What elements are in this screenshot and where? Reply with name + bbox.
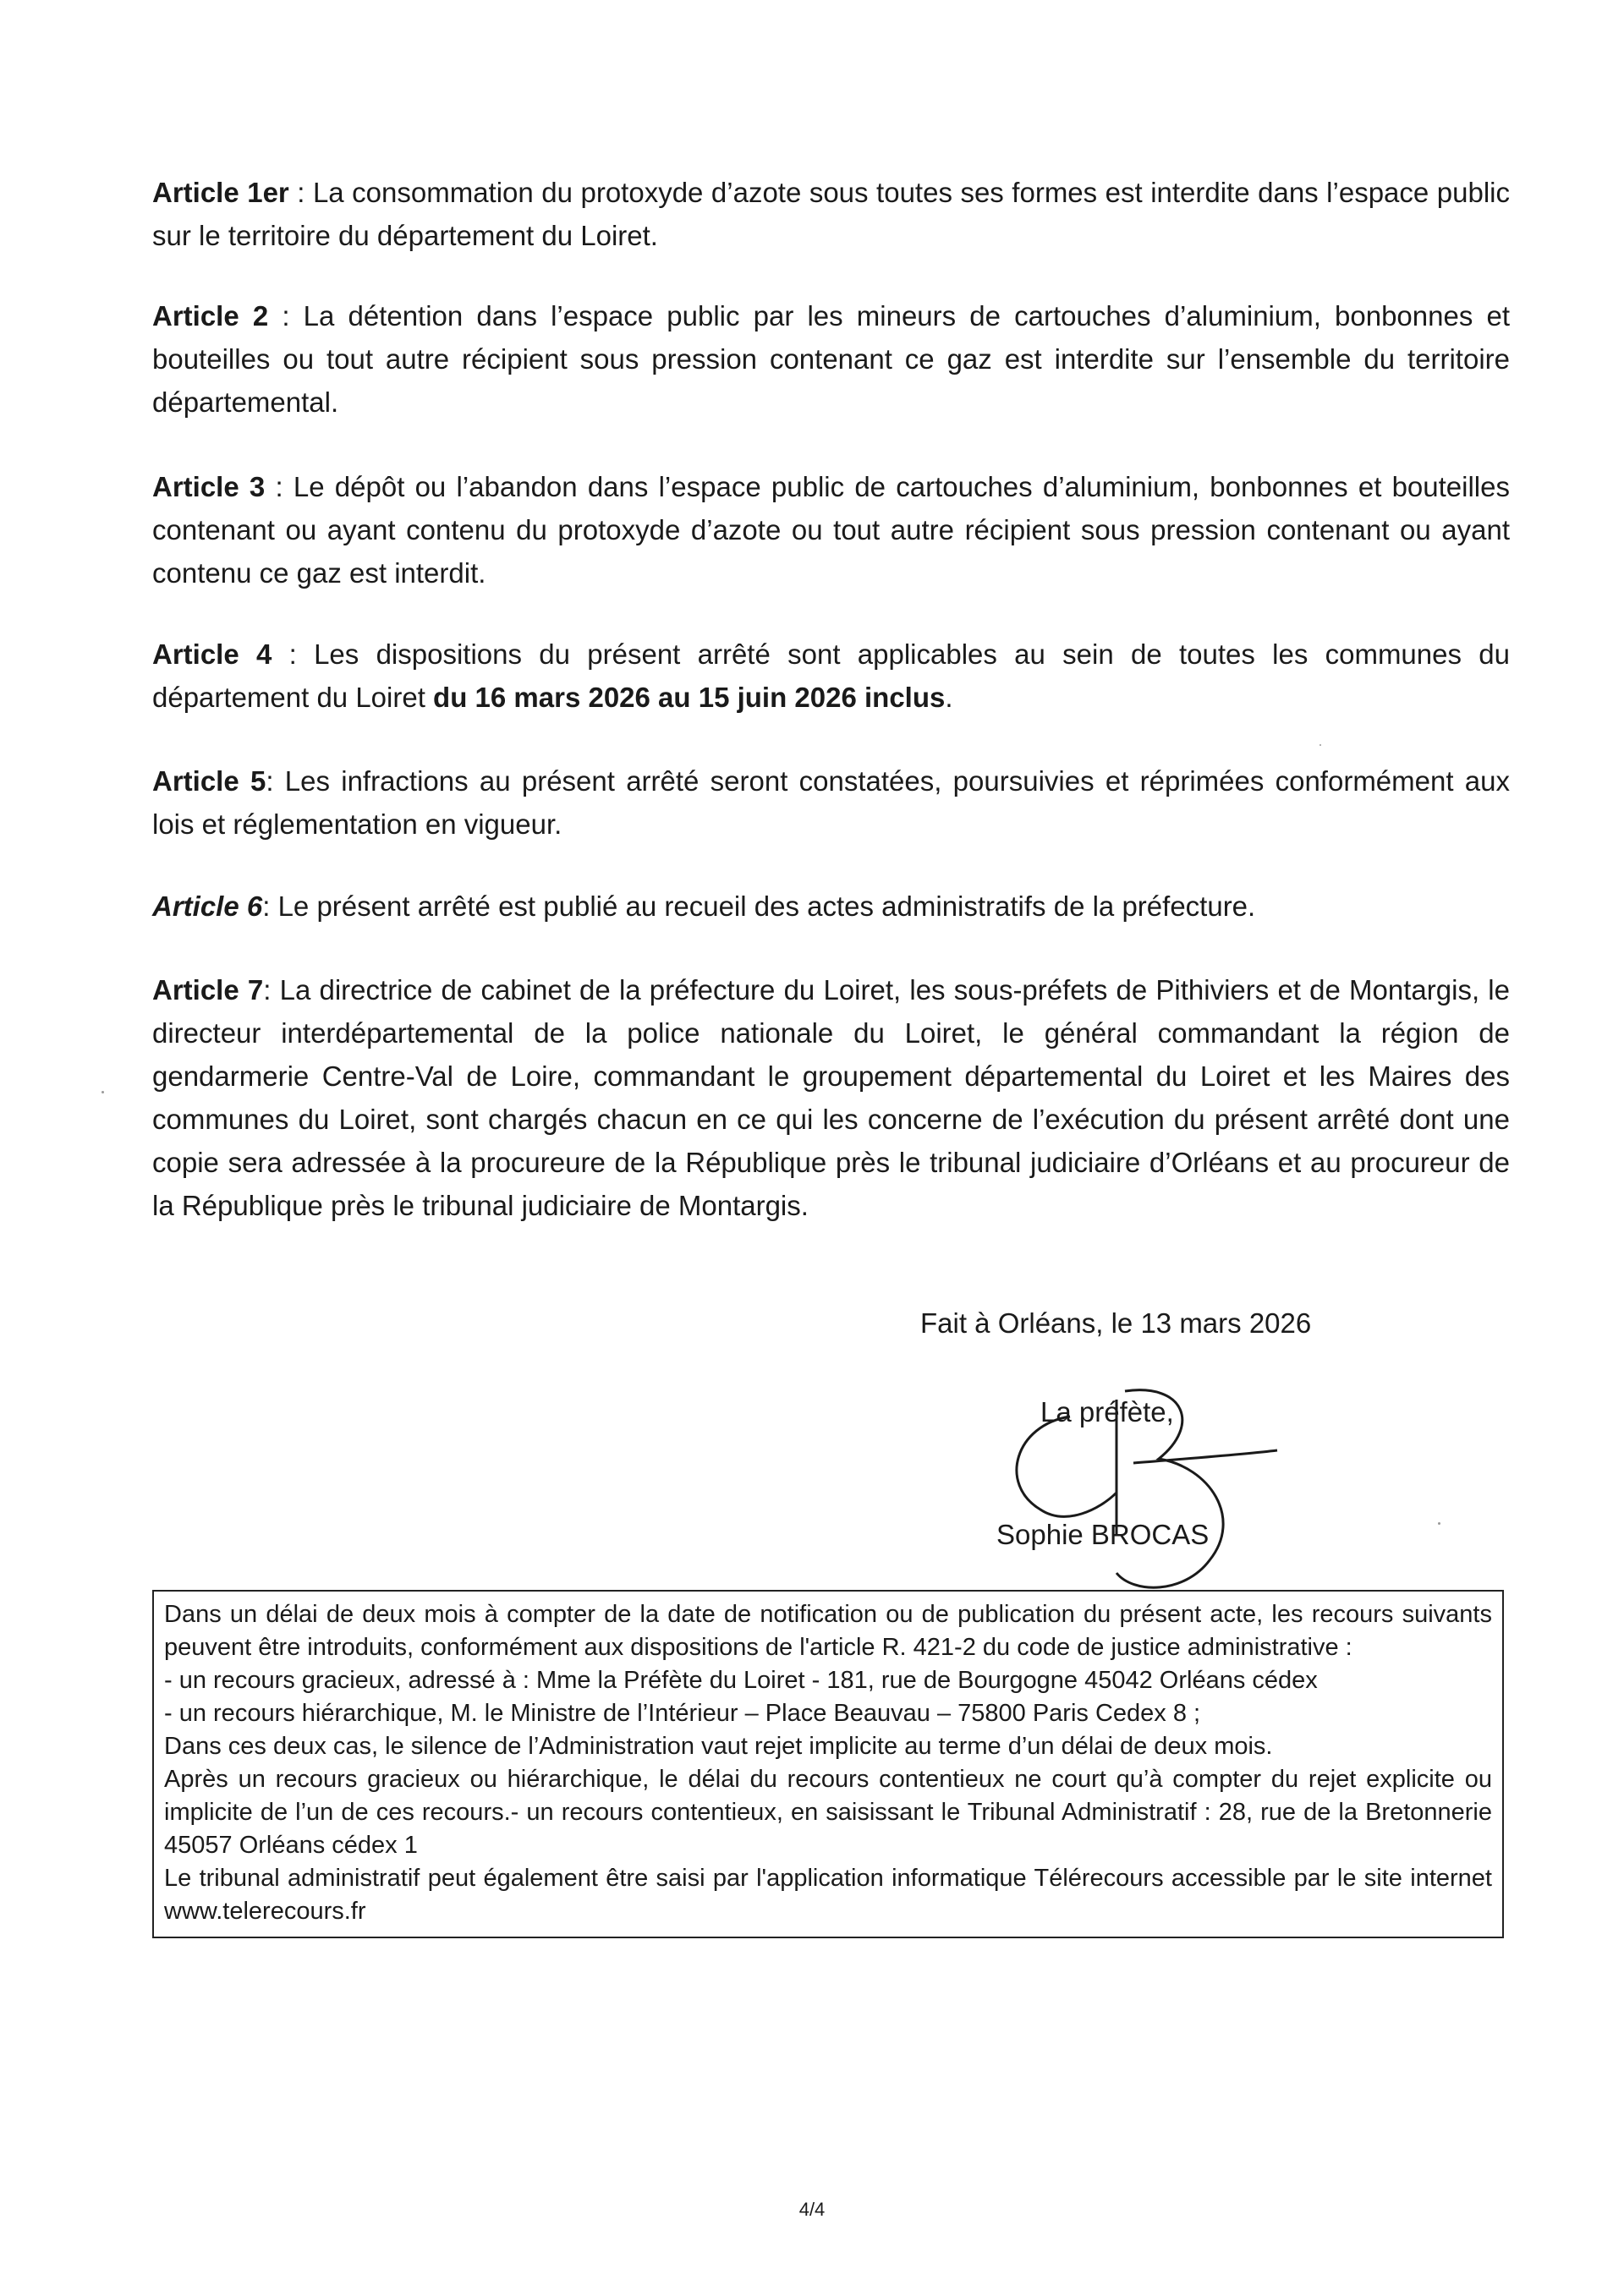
place-date: Fait à Orléans, le 13 mars 2026 <box>920 1307 1312 1339</box>
scan-speck <box>1320 744 1321 746</box>
signatory-title: La préfète, <box>1040 1396 1174 1427</box>
article-5-text: Les infractions au présent arrêté seront constatées, poursuivies et réprimées conformément aux lois et réglementation en vigueur. <box>152 765 1510 840</box>
recourse-hierarchique: - un recours hiérarchique, M. le Ministre de l’Intérieur – Place Beauvau – 75800 Paris Cedex 8 ; <box>164 1700 1201 1727</box>
recourse-notice-box <box>152 1590 1504 1938</box>
recourse-gracieux: - un recours gracieux, adressé à : Mme la Préfète du Loiret - 181, rue de Bourgogne 45042 Orléans cédex <box>164 1667 1318 1694</box>
article-6: Article 6: Le présent arrêté est publié au recueil des actes administratifs de la préfecture. <box>152 890 1256 922</box>
article-1: Article 1er : La consommation du protoxyde d’azote sous toutes ses formes est interdite dans l’espace public sur le territoire du département du Loiret. <box>152 177 1510 251</box>
article-7-label: Article 7 <box>152 974 264 1006</box>
article-3: Article 3 : Le dépôt ou l’abandon dans l’espace public de cartouches d’aluminium, bonbonnes et bouteilles contenant ou ayant contenu du protoxyde d’azote ou tout autre récipient sous pression contenant ou ayant contenu ce gaz est interdit. <box>152 471 1510 589</box>
recourse-silence: Dans ces deux cas, le silence de l’Administration vaut rejet implicite au terme d’un délai de deux mois. <box>164 1733 1273 1760</box>
article-4-dates: du 16 mars 2026 au 15 juin 2026 inclus <box>433 682 946 713</box>
scan-speck <box>1438 1522 1440 1525</box>
article-5-label: Article 5 <box>152 765 266 797</box>
recourse-intro: Dans un délai de deux mois à compter de la date de notification ou de publication du présent acte, les recours suivants peuvent être introduits, conformément aux dispositions de l'article R. 421-2 du code de justice administrative : <box>164 1601 1492 1661</box>
signatory-name: Sophie BROCAS <box>996 1519 1210 1550</box>
article-1-label: Article 1er <box>152 177 289 208</box>
article-5: Article 5: Les infractions au présent arrêté seront constatées, poursuivies et réprimées conformément aux lois et réglementation en vigueur. <box>152 765 1510 840</box>
article-7-text: La directrice de cabinet de la préfecture du Loiret, les sous-préfets de Pithiviers et de Montargis, le directeur interdépartemental de la police nationale du Loiret, le général commandant la région de gendarmerie Centre-Val de Loire, commandant le groupement départemental du Loiret et les Maires des communes du Loiret, sont chargés chacun en ce qui les concerne de l’exécution du présent arrêté dont une copie sera adressée à la procureure de la République près le tribunal judiciaire d’Orléans et au procureur de la République près le tribunal judiciaire de Montargis. <box>152 974 1510 1221</box>
article-4: Article 4 : Les dispositions du présent arrêté sont applicables au sein de toutes les communes du département du Loiret du 16 mars 2026 au 15 juin 2026 inclus. <box>152 638 1510 713</box>
recourse-telerecours: Le tribunal administratif peut également être saisi par l'application informatique Télérecours accessible par le site internet www.telerecours.fr <box>164 1865 1492 1925</box>
article-6-text: Le présent arrêté est publié au recueil des actes administratifs de la préfecture. <box>277 890 1256 922</box>
article-2: Article 2 : La détention dans l’espace public par les mineurs de cartouches d’aluminium, bonbonnes et bouteilles ou tout autre récipient sous pression contenant ce gaz est interdite sur l’ensemble du territoire départemental. <box>152 300 1510 418</box>
article-3-label: Article 3 <box>152 471 266 502</box>
article-3-text: Le dépôt ou l’abandon dans l’espace public de cartouches d’aluminium, bonbonnes et bouteilles contenant ou ayant contenu du protoxyde d’azote ou tout autre récipient sous pression contenant ou ayant contenu ce gaz est interdit. <box>152 471 1510 589</box>
article-7: Article 7: La directrice de cabinet de la préfecture du Loiret, les sous-préfets de Pithiviers et de Montargis, le directeur interdépartemental de la police nationale du Loiret, le général commandant la région de gendarmerie Centre-Val de Loire, commandant le groupement départemental du Loiret et les Maires des communes du Loiret, sont chargés chacun en ce qui les concerne de l’exécution du présent arrêté dont une copie sera adressée à la procureure de la République près le tribunal judiciaire d’Orléans et au procureur de la République près le tribunal judiciaire de Montargis. <box>152 974 1510 1221</box>
scan-speck <box>102 1091 104 1093</box>
recourse-contentieux: Après un recours gracieux ou hiérarchique, le délai du recours contentieux ne court qu’à compter du rejet explicite ou implicite de l’un de ces recours.- un recours contentieux, en saisissant le Tribunal Administratif : 28, rue de la Bretonnerie 45057 Orléans cédex 1 <box>164 1766 1492 1859</box>
article-2-text: La détention dans l’espace public par les mineurs de cartouches d’aluminium, bonbonnes et bouteilles ou tout autre récipient sous pression contenant ce gaz est interdite sur l’ensemble du territoire départemental. <box>152 300 1510 418</box>
article-1-text: La consommation du protoxyde d’azote sous toutes ses formes est interdite dans l’espace public sur le territoire du département du Loiret. <box>152 177 1510 251</box>
article-2-label: Article 2 <box>152 300 269 332</box>
article-4-text: Les dispositions du présent arrêté sont applicables au sein de toutes les communes du département du Loiret <box>152 638 1510 713</box>
page-number: 4/4 <box>798 2199 826 2220</box>
article-4-label: Article 4 <box>152 638 272 670</box>
article-6-label: Article 6 <box>152 890 263 922</box>
